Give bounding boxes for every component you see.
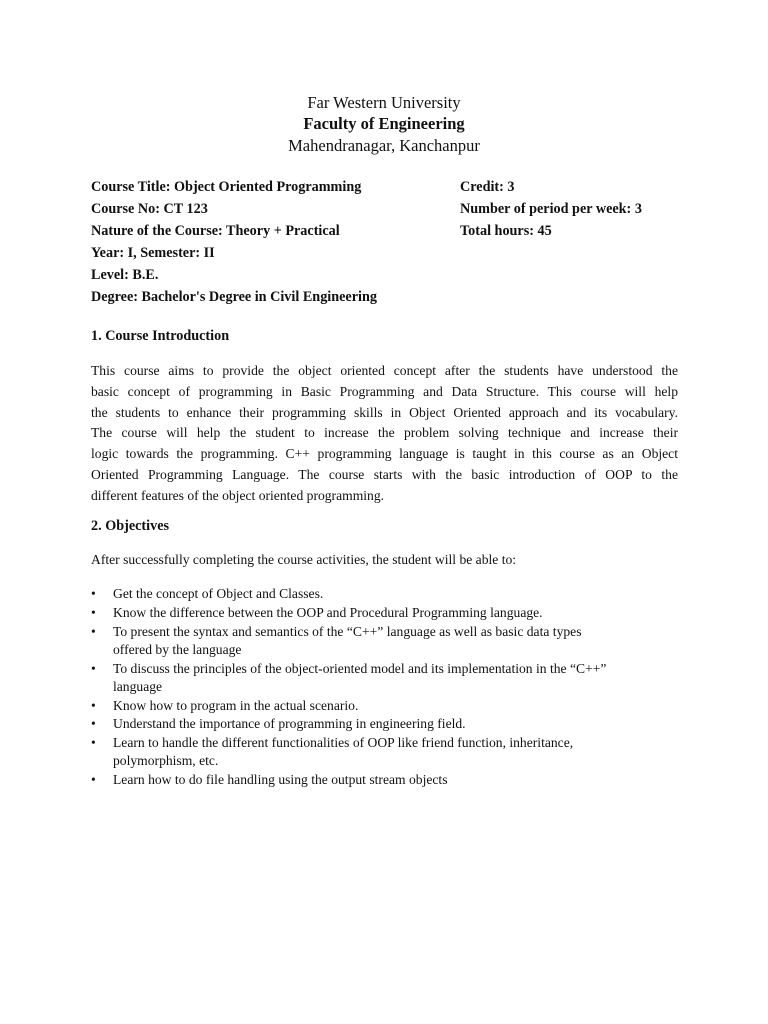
- bullet-icon: •: [91, 716, 96, 732]
- paragraph-line: The course will help the student to increase the problem solving technique and increase their: [91, 425, 678, 441]
- list-item: • To discuss the principles of the object-oriented model and its implementation in the “C++” language: [91, 660, 607, 694]
- level: Level: B.E.: [91, 267, 159, 283]
- paragraph-line: Oriented Programming Language. The course starts with the basic introduction of OOP to the: [91, 466, 678, 482]
- paragraph-line: different features of the object oriented programming.: [91, 487, 385, 503]
- list-item: • Learn to handle the different functionalities of OOP like friend function, inheritance, polymorphism, etc.: [91, 735, 574, 769]
- paragraph-line: This course aims to provide the object oriented concept after the students have understood the: [91, 363, 678, 378]
- bullet-icon: •: [91, 604, 96, 620]
- location: Mahendranagar, Kanchanpur: [288, 136, 480, 155]
- bullet-icon: •: [91, 623, 96, 639]
- list-item: • Know the difference between the OOP and Procedural Programming language.: [91, 604, 691, 622]
- paragraph-line: the students to enhance their programming skills in Object Oriented approach and its vocabulary.: [91, 404, 678, 420]
- degree: Degree: Bachelor's Degree in Civil Engineering: [91, 289, 377, 305]
- list-item: • Learn how to do file handling using the output stream objects: [91, 771, 691, 789]
- list-item: • Get the concept of Object and Classes.: [91, 585, 691, 603]
- paragraph-line: basic concept of programming in Basic Programming and Data Structure. This course will help: [91, 383, 678, 399]
- course-number: Course No: CT 123: [91, 201, 208, 217]
- introduction-paragraph: [91, 361, 678, 507]
- objectives-intro: After successfully completing the course activities, the student will be able to:: [91, 552, 517, 567]
- university-name: Far Western University: [307, 93, 461, 112]
- list-item: • To present the syntax and semantics of the “C++” language as well as basic data types offered by the language: [91, 623, 582, 657]
- credit: Credit: 3: [460, 179, 515, 195]
- year-semester: Year: I, Semester: II: [91, 245, 215, 261]
- course-nature: Nature of the Course: Theory + Practical: [91, 223, 340, 239]
- bullet-icon: •: [91, 772, 96, 788]
- bullet-icon: •: [91, 586, 96, 601]
- section-heading-objectives: 2. Objectives: [91, 518, 170, 534]
- total-hours: Total hours: 45: [460, 223, 552, 239]
- bullet-icon: •: [91, 735, 96, 751]
- section-heading-introduction: 1. Course Introduction: [91, 328, 230, 344]
- list-item: • Know how to program in the actual scenario.: [91, 697, 691, 715]
- list-item: • Understand the importance of programming in engineering field.: [91, 715, 691, 733]
- paragraph-line: logic towards the programming. C++ programming language is taught in this course as an Object: [91, 446, 678, 462]
- objectives-list: [91, 585, 691, 790]
- periods-per-week: Number of period per week: 3: [460, 201, 642, 217]
- bullet-icon: •: [91, 660, 96, 676]
- faculty-name: Faculty of Engineering: [303, 114, 465, 133]
- course-title: Course Title: Object Oriented Programming: [91, 179, 362, 195]
- bullet-icon: •: [91, 697, 96, 713]
